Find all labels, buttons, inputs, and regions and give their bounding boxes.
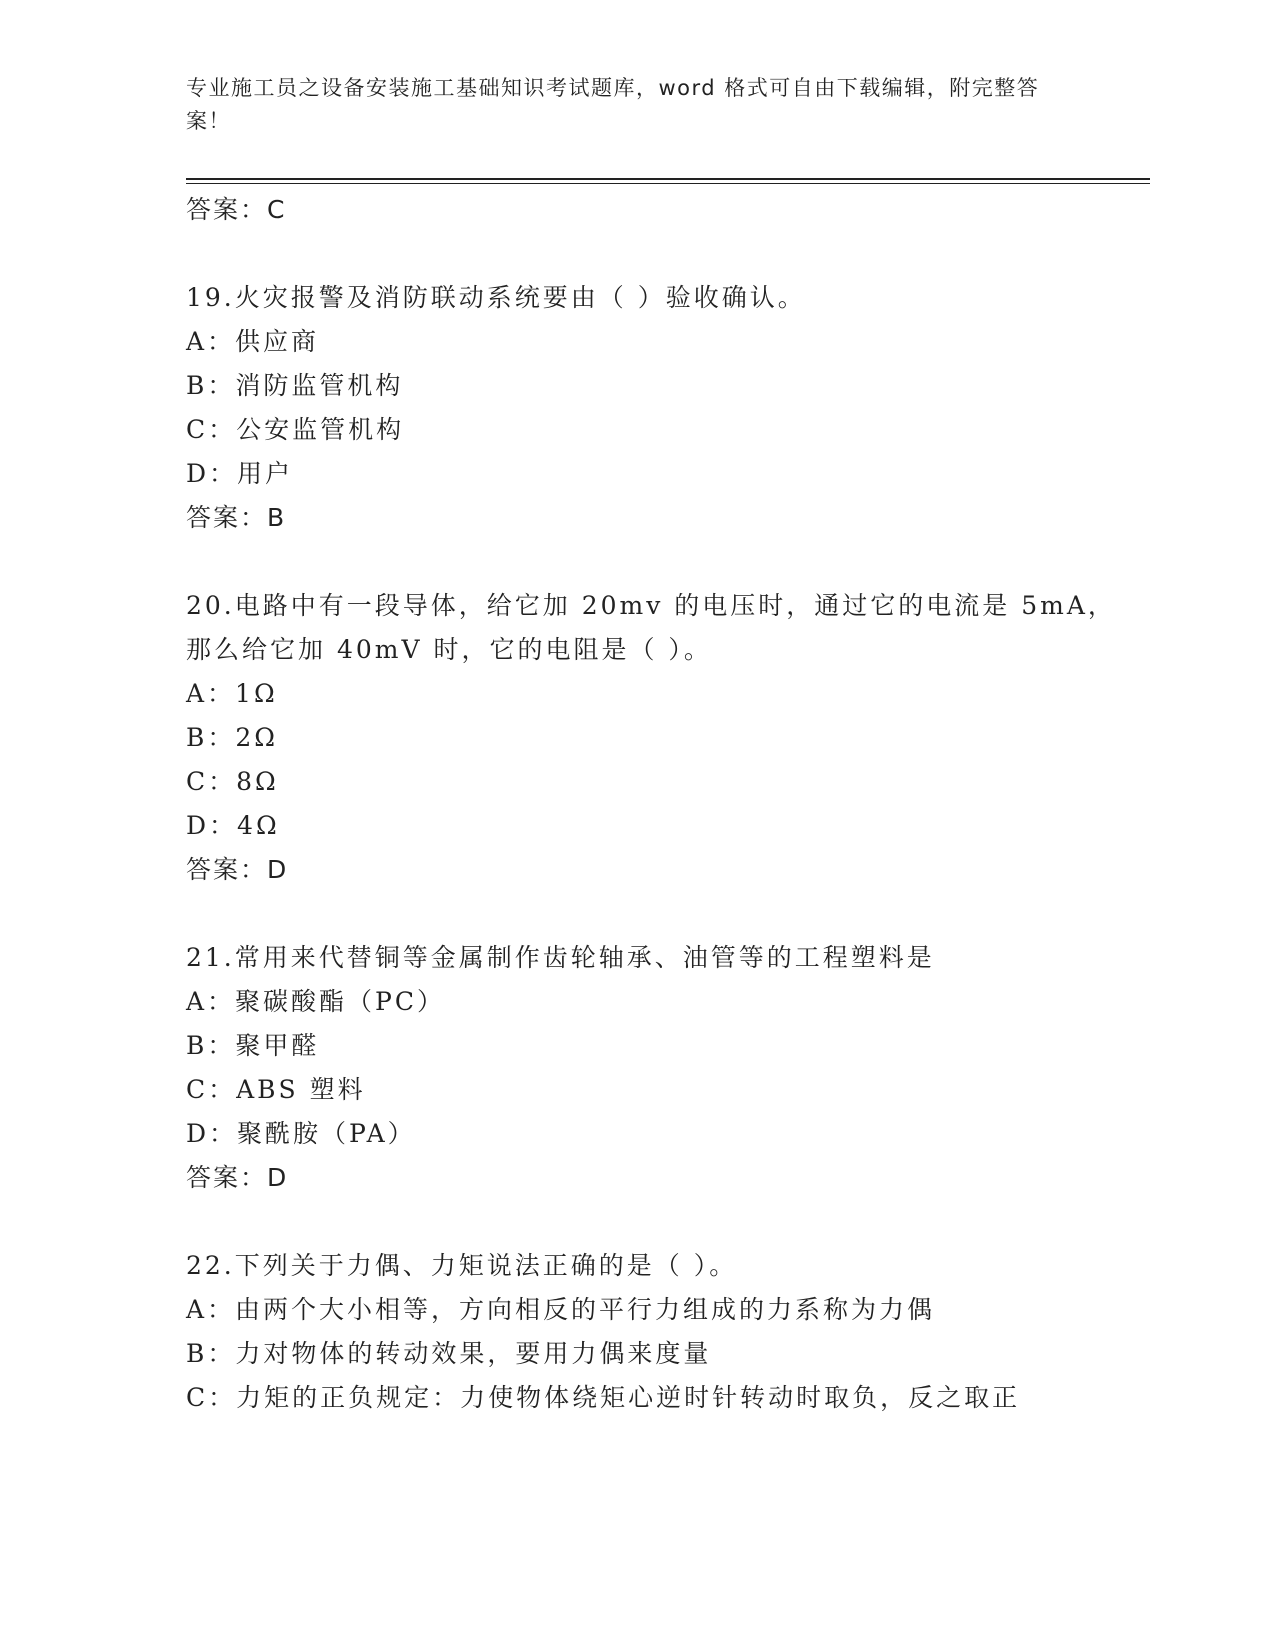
header-rule-thick <box>186 178 1150 180</box>
question-21-answer: 答案：D <box>186 1163 289 1192</box>
question-19-answer: 答案：B <box>186 503 287 532</box>
question-22-option-c: C：力矩的正负规定：力使物体绕矩心逆时针转动时取负，反之取正 <box>186 1383 1021 1412</box>
document-header: 专业施工员之设备安装施工基础知识考试题库，word 格式可自由下载编辑，附完整答案！ <box>186 76 1040 133</box>
question-21-option-a: A：聚碳酸酯（PC） <box>186 987 446 1016</box>
question-21-option-c: C：ABS 塑料 <box>186 1075 366 1104</box>
question-19-option-c: C：公安监管机构 <box>186 415 405 444</box>
question-21-option-b: B：聚甲醛 <box>186 1031 320 1060</box>
question-19-option-a: A：供应商 <box>186 327 320 356</box>
question-20-option-c: C：8Ω <box>186 767 279 796</box>
question-22-option-a: A：由两个大小相等，方向相反的平行力组成的力系称为力偶 <box>186 1295 936 1324</box>
question-20-answer: 答案：D <box>186 855 289 884</box>
question-19-option-b: B：消防监管机构 <box>186 371 404 400</box>
question-20-stem-line2: 那么给它加 40mV 时，它的电阻是（ ）。 <box>186 635 712 664</box>
question-19-option-d: D：用户 <box>186 459 294 488</box>
question-22-stem: 22.下列关于力偶、力矩说法正确的是（ ）。 <box>186 1251 738 1280</box>
question-20-option-d: D：4Ω <box>186 811 280 840</box>
question-21-stem: 21.常用来代替铜等金属制作齿轮轴承、油管等的工程塑料是 <box>186 943 935 972</box>
question-20-option-a: A：1Ω <box>186 679 278 708</box>
answer-previous: 答案：C <box>186 195 287 224</box>
header-rule-thin <box>186 183 1150 184</box>
question-22-option-b: B：力对物体的转动效果，要用力偶来度量 <box>186 1339 712 1368</box>
question-21-option-d: D：聚酰胺（PA） <box>186 1119 416 1148</box>
question-20-stem-line1: 20.电路中有一段导体，给它加 20mv 的电压时，通过它的电流是 5mA， <box>186 591 1116 620</box>
question-19-stem: 19.火灾报警及消防联动系统要由（ ）验收确认。 <box>186 283 806 312</box>
question-20-option-b: B：2Ω <box>186 723 279 752</box>
